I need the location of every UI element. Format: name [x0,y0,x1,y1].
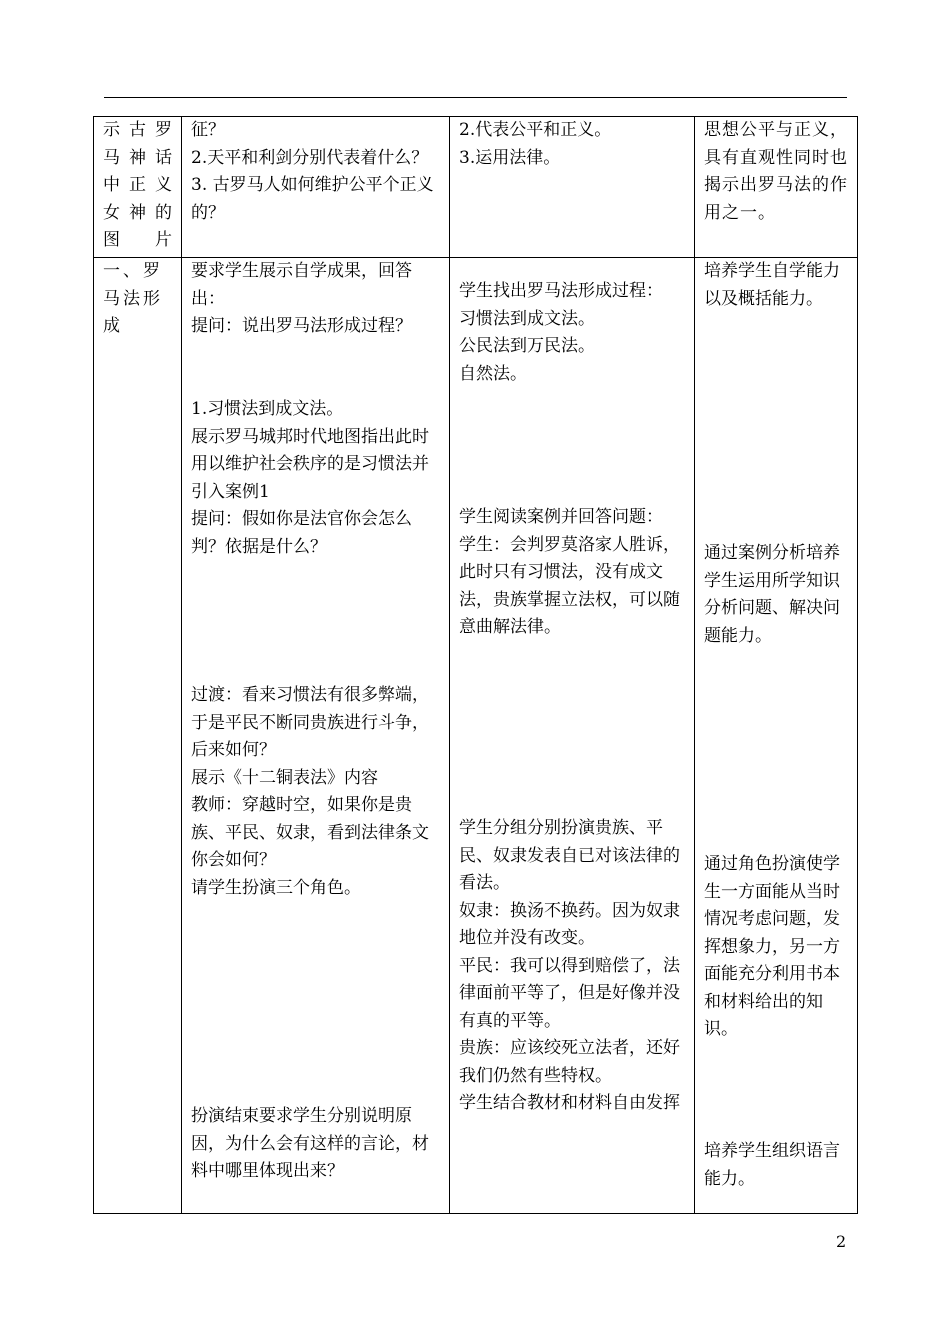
page-number: 2 [836,1232,847,1251]
table-row [94,258,858,1214]
teacher-line: 征？ [191,120,225,140]
purpose-line: 思想公平与正义，具有直观性同时也揭示出罗马法的作用之一。 [704,120,848,223]
student-line: 学生：会判罗莫洛家人胜诉，此时只有习惯法，没有成文法，贵族掌握立法权，可以随意曲解法律。 [459,534,680,637]
section-label: 示古罗马神话中正义女神的图片 [103,120,175,250]
purpose-line: 培养学生组织语言能力。 [704,1141,840,1189]
teacher-activity-cell [182,117,450,258]
student-line: 3.运用法律。 [459,147,561,168]
student-line: 学生找出罗马法形成过程： [459,281,663,301]
lesson-plan-table [93,116,858,1214]
purpose-line: 以及概括能力。 [704,288,823,309]
teacher-line: 要求学生展示自学成果，回答出： [191,261,412,309]
teacher-line: 教师：穿越时空，如果你是贵族、平民、奴隶，看到法律条文你会如何？ [191,795,429,870]
teacher-line: 提问：假如你是法官你会怎么判？依据是什么？ [191,509,412,557]
student-line: 自然法。 [459,363,527,384]
design-purpose-cell [695,117,858,258]
teacher-line: 请学生扮演三个角色。 [191,877,361,898]
teacher-line: 提问：说出罗马法形成过程？ [191,316,412,336]
student-line: 2.代表公平和正义。 [459,120,612,140]
student-activity-cell [450,258,695,1214]
header-rule [104,97,847,98]
teacher-line: 2.天平和利剑分别代表着什么？ [191,147,429,168]
table-row [94,117,858,258]
teacher-line: 过渡：看来习惯法有很多弊端，于是平民不断同贵族进行斗争，后来如何？ [191,685,429,760]
purpose-line: 培养学生自学能力 [704,261,840,281]
student-line: 学生阅读案例并回答问题： [459,507,663,527]
section-cell [94,117,182,258]
teacher-activity-cell [182,258,450,1214]
student-line: 贵族：应该绞死立法者，还好我们仍然有些特权。 [459,1038,680,1086]
purpose-line: 通过案例分析培养学生运用所学知识分析问题、解决问题能力。 [704,543,840,646]
teacher-line: 展示罗马城邦时代地图指出此时用以维护社会秩序的是习惯法并引入案例1 [191,426,429,502]
section-cell [94,258,182,1214]
student-line: 平民：我可以得到赔偿了，法律面前平等了，但是好像并没有真的平等。 [459,955,680,1031]
design-purpose-cell [695,258,858,1214]
student-line: 公民法到万民法。 [459,336,595,356]
student-line: 习惯法到成文法。 [459,308,595,329]
teacher-line: 1.习惯法到成文法。 [191,399,344,419]
student-line: 学生分组分别扮演贵族、平民、奴隶发表自已对该法律的看法。 [459,818,680,893]
student-line: 奴隶：换汤不换药。因为奴隶地位并没有改变。 [459,900,680,948]
student-activity-cell [450,117,695,258]
section-label: 一、罗马法形成 [103,261,163,336]
teacher-line: 展示《十二铜表法》内容 [191,767,378,788]
purpose-line: 通过角色扮演使学生一方面能从当时情况考虑问题，发挥想象力，另一方面能充分利用书本和材料给出的知识。 [704,854,840,1039]
student-line: 学生结合教材和材料自由发挥 [459,1093,680,1113]
teacher-line: 3. 古罗马人如何维护公平个正义的？ [191,175,434,223]
teacher-line: 扮演结束要求学生分别说明原因，为什么会有这样的言论，材料中哪里体现出来？ [191,1106,429,1181]
